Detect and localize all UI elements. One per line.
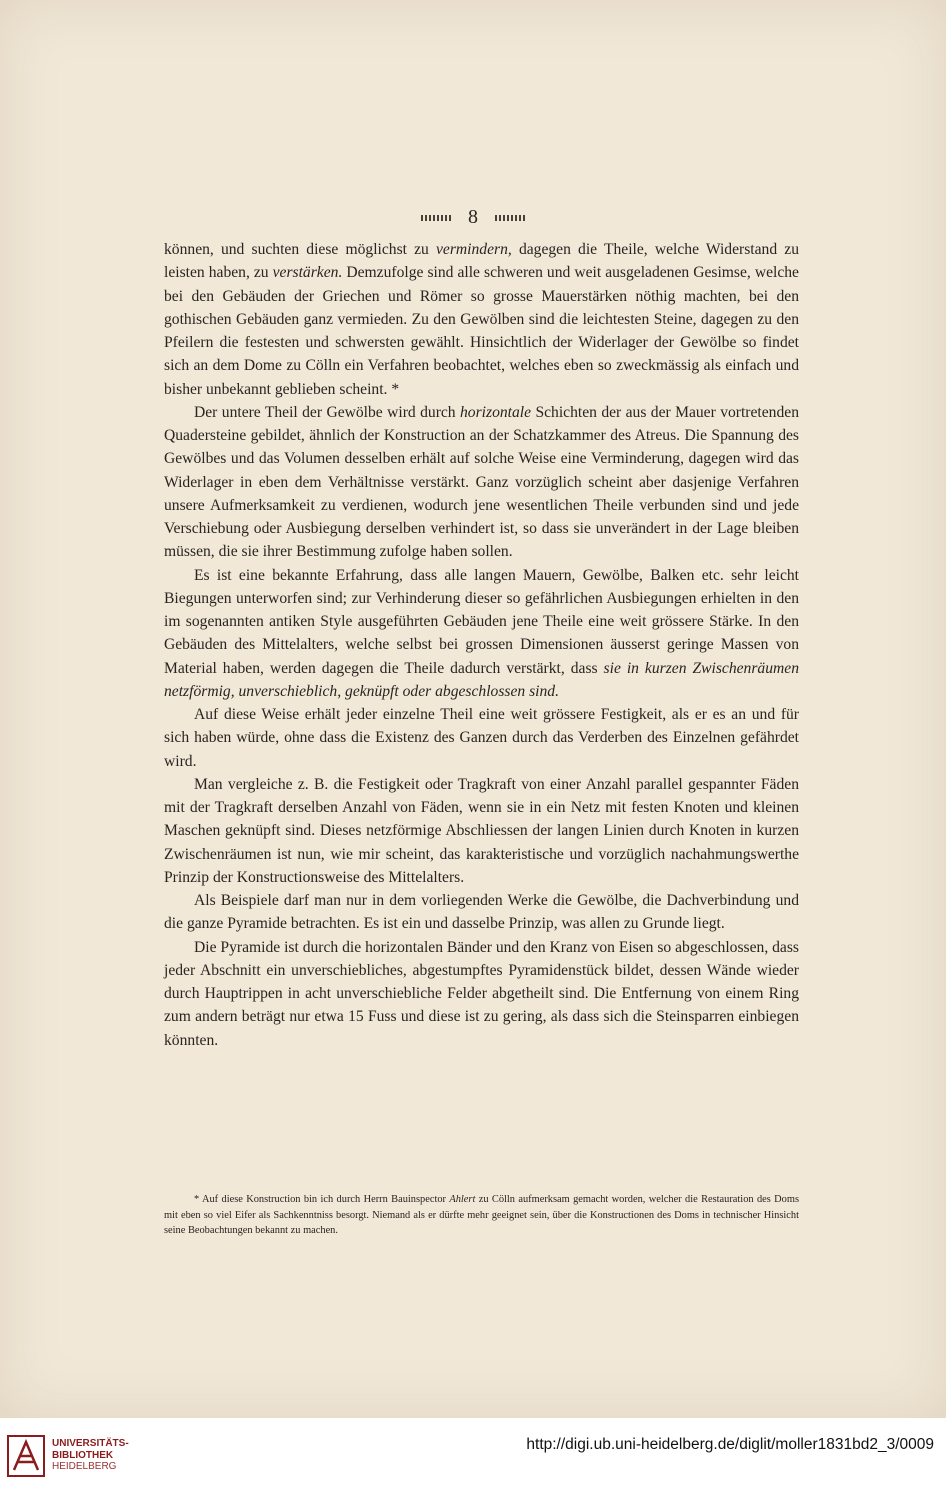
text-run: * Auf diese Konstruction bin ich durch Herrn Bauinspector bbox=[194, 1194, 450, 1205]
footer-bar bbox=[0, 1418, 946, 1488]
text-run: Als Beispiele darf man nur in dem vorliegenden Werke die Gewölbe, die Dachverbindung und die ganze Pyramide betrachten. Es ist ein und dasselbe Prinzip, was allen zu Grunde liegt. bbox=[164, 892, 799, 933]
library-line-3: HEIDELBERG bbox=[52, 1461, 117, 1472]
text-run: Auf diese Weise erhält jeder einzelne Theil eine weit grössere Festigkeit, als er es an und für sich haben würde, ohne dass die Existenz des Ganzen durch das Verderben des Einzelnen gefährdet wird. bbox=[164, 706, 799, 770]
ornament-left-icon bbox=[421, 215, 451, 221]
italic-text: vermindern, bbox=[436, 241, 512, 258]
text-run: dagegen die Theile, welche Widerstand zu leisten haben, zu bbox=[164, 241, 799, 282]
paragraph bbox=[164, 773, 799, 889]
page-number: 8 bbox=[468, 206, 478, 228]
text-run: Schichten der aus der Mauer vortretenden Quadersteine gebildet, ähnlich der Konstruction an der Schatzkammer des Atreus. Die Spannung des Gewölbes und das Volumen desselben erhält auf solche Weise eine Verminderung, dagegen wird das Widerlager in eben dem Verhältnisse verstärkt. Ganz vorzüglich scheint aber dasjenige Verfahren unsere Aufmerksamkeit zu verdienen, wodurch jene wesentlichen Theile verbunden sind und jede Verschiebung oder Ausbiegung derselben verhindert ist, so dass sie unverändert in der Lage bleiben müssen, die sie ihrer Bestimmung zufolge haben sollen. bbox=[164, 403, 799, 561]
italic-text: sie in kurzen Zwischenräumen netzförmig, unverschieblich, geknüpft oder abgeschlossen sind. bbox=[164, 659, 799, 700]
text-run: zu Cölln aufmerksam gemacht worden, welcher die Restauration des Doms mit eben so viel Eifer als Sachkenntniss besorgt. Niemand als er dürfte mehr geeignet sein, über die Konstructionen des Doms in technischer Hinsicht seine Beobachtungen bekannt zu machen. bbox=[164, 1194, 799, 1236]
ornament-right-icon bbox=[495, 215, 525, 221]
paragraph bbox=[164, 238, 799, 401]
library-name bbox=[52, 1438, 129, 1473]
footnote bbox=[164, 1192, 799, 1239]
page-header bbox=[0, 206, 946, 229]
italic-text: verstärken. bbox=[272, 264, 343, 282]
source-url-link[interactable]: http://digi.ub.uni-heidelberg.de/diglit/moller1831bd2_3/0009 bbox=[526, 1436, 934, 1453]
italic-text: Ahlert bbox=[449, 1194, 476, 1205]
text-run: Die Pyramide ist durch die horizontalen Bänder und den Kranz von Eisen so abgeschlossen, dass jeder Abschnitt ein unverschiebliches, abgestumpftes Pyramidenstück bildet, dessen Wände wieder durch Hauptrippen in acht unverschiebliche Felder abgetheilt sind. Die Entfernung von einem Ring zum andern beträgt nur etwa 15 Fuss und diese ist zu gering, als dass sich die Steinsparren einbiegen könnten. bbox=[164, 938, 799, 1049]
paragraph bbox=[164, 703, 799, 773]
library-line-1: UNIVERSITÄTS- bbox=[52, 1438, 129, 1449]
text-run: Demzufolge sind alle schweren und weit ausgeladenen Gesimse, welche bei den Gebäuden der Griechen und Römer so grosse Mauerstärken nöthig machten, bei den gothischen Gebäuden ganz vermieden. Zu den Gewölben sind die leichtesten Steine, dagegen zu den Pfeilern die festesten und schwersten gewählt. Hinsichtlich der Widerlager der Gewölbe so findet sich an dem Dome zu Cölln ein Verfahren beobachtet, welches eben so zweckmässig als einfach und bisher unbekannt geblieben scheint. * bbox=[164, 264, 799, 398]
italic-text: horizontale bbox=[460, 403, 532, 421]
paragraph bbox=[164, 564, 799, 704]
paragraph bbox=[164, 889, 799, 936]
text-run: Der untere Theil der Gewölbe wird durch bbox=[194, 403, 460, 421]
library-logo-icon bbox=[6, 1434, 46, 1478]
body-text bbox=[164, 238, 799, 1052]
paragraph bbox=[164, 401, 799, 564]
text-run: Man vergleiche z. B. die Festigkeit oder Tragkraft von einer Anzahl parallel gespannter Fäden mit der Tragkraft derselben Anzahl von Fäden, wenn sie in ein Netz mit festen Knoten und kleinen Maschen geknüpft sind. Dieses netzförmige Abschliessen der langen Linien durch Knoten in kurzen Zwischenräumen ist nun, wie mir scheint, das karakteristische und vorzüglich nachahmungswerthe Prinzip der Konstructionsweise des Mittelalters. bbox=[164, 775, 799, 886]
text-run: können, und suchten diese möglichst zu bbox=[164, 241, 436, 258]
text-run: Es ist eine bekannte Erfahrung, dass alle langen Mauern, Gewölbe, Balken etc. sehr leicht Biegungen unterworfen sind; zur Verhinderung dieser so gefährlichen Ausbiegungen erhielten in den im sogenannten antiken Style ausgeführten Gebäuden jene Theile eine weit grössere Stärke. In den Gebäuden des Mittelalters, welche selbst bei grossen Dimensionen äusserst geringe Massen von Material haben, werden dagegen die Theile dadurch verstärkt, dass bbox=[164, 566, 799, 677]
paragraph bbox=[164, 936, 799, 1052]
library-line-2: BIBLIOTHEK bbox=[52, 1449, 114, 1461]
